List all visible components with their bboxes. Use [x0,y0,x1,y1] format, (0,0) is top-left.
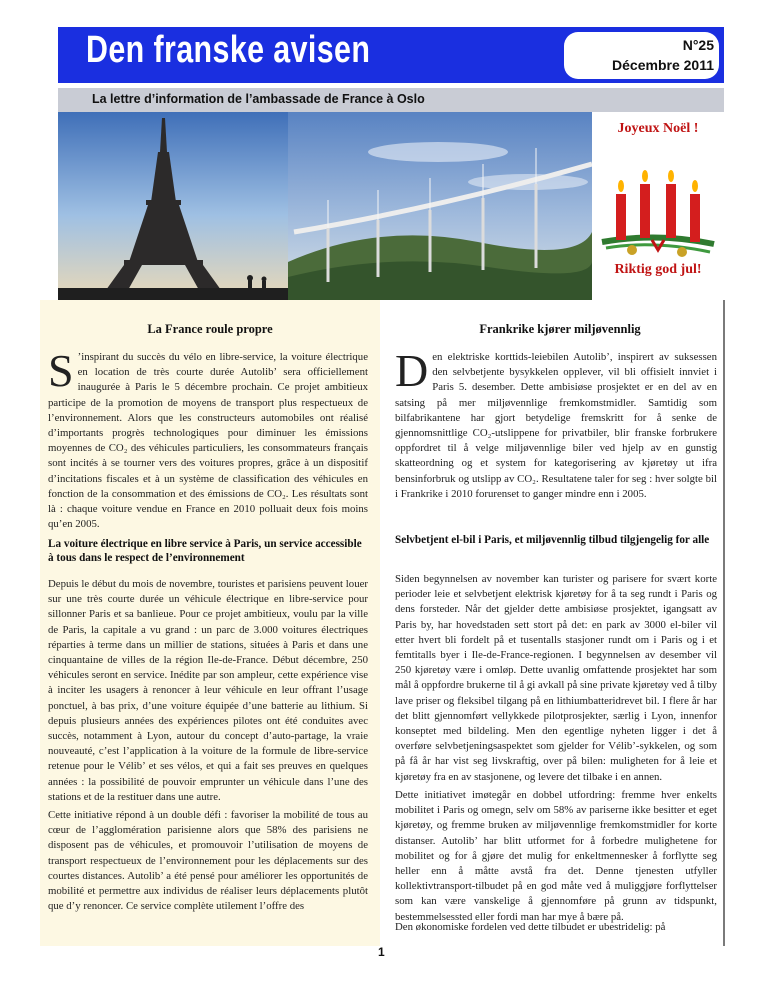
norwegian-paragraph-2: Siden begynnelsen av november kan turister og parisere for svært korte perioder leie et selvbetjent elektrisk kjøretøy for å ta seg rundt i Paris og dens forsteder. Når det gjelder dette ambisiøse prosjektet, igangsatt av Paris by, har hovedstaden sett stort på det: en park av 3000 el-biler vil etter hvert bli fordelt på et tusentalls stasjoner rundt om i Paris og i et femtitalls byer i Ile-de-France-regionen. I begynnelsen av desember vil 250 kjøretøy være i omløp. Dette uvanlig omfattende prosjektet har som mål å oppfordre brukerne til å gi avkall på sine private kjøretøy ved å tilby lave priser og fleksibel tilgang på en lithiumbatteridrevet bil. I flere år har det blitt gjennomført vellykkede pilotprosjekter, særlig i Lyon, innenfor konseptet med bildeling. Men den egentlige nyheten ligger i det å overføre selvbetjeningsaspektet som gjelder for Vélib’-sykkelen, og som på få år har vist seg livskraftig, over på bilen: muligheten for å leie et kjøretøy fra en av stasjonene, og levere det tilbake i en annen. [395,573,717,783]
newsletter-subtitle: La lettre d’information de l’ambassade de France à Oslo [92,92,425,106]
norwegian-dropcap: D [395,345,429,396]
french-paragraph-2: Depuis le début du mois de novembre, touristes et parisiens peuvent louer sur une très courte durée un véhicule électrique en libre-service pour sillonner Paris et sa banlieue. Pour ce projet ambitieux, voulu par la ville de Paris, la capitale a vu grand : un parc de 3.000 voitures électriques réparties à terme dans un millier de stations, situées à Paris et dans une cinquantaine de villes de la région Ile-de-France. Début décembre, 250 véhicules seront en service. Inédite par son ampleur, cette expérience vise à inciter les usagers à renoncer à leur véhicule en leur offrant l’usage ponctuel, à bas prix, d’une voiture équipée d’une batterie au lithium. Si depuis plusieurs années des expériences pilotes ont été conduites avec succès, notamment à Lyon, autour du concept d’auto-partage, la vraie nouveauté, c’est l’application à la voiture de la formule de libre-service retenue pour le Vélib’ et ses vélos, et qui a fait ses preuves en quelques années : la possibilité de pouvoir emprunter un véhicule dans l’une des stations et de la restituer dans une autre. [48,578,368,803]
page-edge-line [723,300,725,946]
norwegian-article-heading: Frankrike kjører miljøvennlig [479,322,641,336]
issue-date: Décembre 2011 [612,57,714,73]
norwegian-paragraph-3: Dette initiativet imøtegår en dobbel utfordring: fremme hver enkelts mobilitet i Paris og omegn, selv om 58% av pariserne ikke besitter et eget kjøretøy, og fremme bruken av miljøvennlige fremkomstmidler for korte distanser. Autolib’ har blitt utformet for å forbedre mulighetene for mobilitet og for å gjøre det mulig for enkeltmennesker å forflytte seg heller enn å måtte avstå fra det. Denne tjenesten utfyller kollektivtransport-tilbudet på en god måte ved å muliggjøre forflyttelser som kan være vanskelige å gjennomføre på grunn av tidspunkt, bestemmelsessted eller fordi man har mye å bære på. [395,789,717,923]
french-dropcap: S [48,345,74,396]
norwegian-intro-text: en elektriske korttids-leiebilen Autolib’, inspirert av suksessen den selvbetjente bysykkelen opplever, vil bli offisielt innviet i Paris 5. desember. Dette ambisiøse prosjektet er en del av en satsing på mer miljøvennlige fremkomstmidler. Samtidig som bilfabrikantene har gjort betydelige fremskritt for å senke de gjennomsnittlige CO₂-utslippene for privatbiler, blir franske forbrukere oppfordret til å velge miljøvennlige biler ved hjelp av en gunstig skatteordning og et system for kategorisering av kjøretøy ut ifra bensinforbruk og utslipp av CO₂. Resultatene taler for seg : hver solgte bil i Frankrike i 2010 forurenset to ganger mindre enn i 2005. [395,351,717,500]
greeting-french: Joyeux Noël ! [617,121,699,136]
issue-number: N°25 [682,37,714,53]
french-intro-paragraph [48,345,368,532]
hero-photo-illustration [58,112,592,300]
hero-photo [58,112,592,300]
greeting-norwegian: Riktig god jul! [614,262,702,277]
french-subheading: La voiture électrique en libre service à Paris, un service accessible à tous dans le respect de l’environnement [48,538,362,564]
french-paragraph-3: Cette initiative répond à un double défi : favoriser la mobilité de tous au cœur de l’agglomération parisienne alors que 58% des parisiens ne disposent pas de véhicules, et promouvoir l’utilisation de moyens de transport respectueux de l’environnement pour les déplacements sur des courtes distances. Autolib’ a été pensé pour améliorer les opportunités de mobilité et permettre aux individus de réaliser leurs déplacements plutôt que d’y renoncer. Ce service complète utilement l’offre des [48,809,368,913]
french-article-heading: La France roule propre [147,322,273,336]
norwegian-subheading: Selvbetjent el-bil i Paris, et miljøvennlig tilbud tilgjengelig for alle [395,534,710,546]
newsletter-title: Den franske avisen [86,29,371,71]
norwegian-intro-paragraph [395,345,717,502]
french-intro-text: ’inspirant du succès du vélo en libre-service, la voiture électrique en location de très courte durée Autolib’ sera officiellement inaugurée à Paris le 5 décembre prochain. Ce projet ambitieux participe de la promotion de moyens de transport plus respectueux de l’environnement. Alors que les constructeurs automobiles ont réalisé d’importants progrès technologiques pour diminuer les émissions moyennes de CO₂ des véhicules particuliers, les consommateurs français sont incités à se tourner vers des voitures propres, grâce à un dispositif d’incitations fiscales et à un système de classification des véhicules en fonction de la consommation et des émissions de CO₂. Les résultats sont là : chaque voiture vendue en France en 2010 polluait deux fois moins qu’en 2005. [48,351,368,531]
norwegian-paragraph-4: Den økonomiske fordelen ved dette tilbudet er ubestridelig: på [395,921,666,933]
candle-icon [602,170,714,257]
page-number: 1 [378,945,385,959]
